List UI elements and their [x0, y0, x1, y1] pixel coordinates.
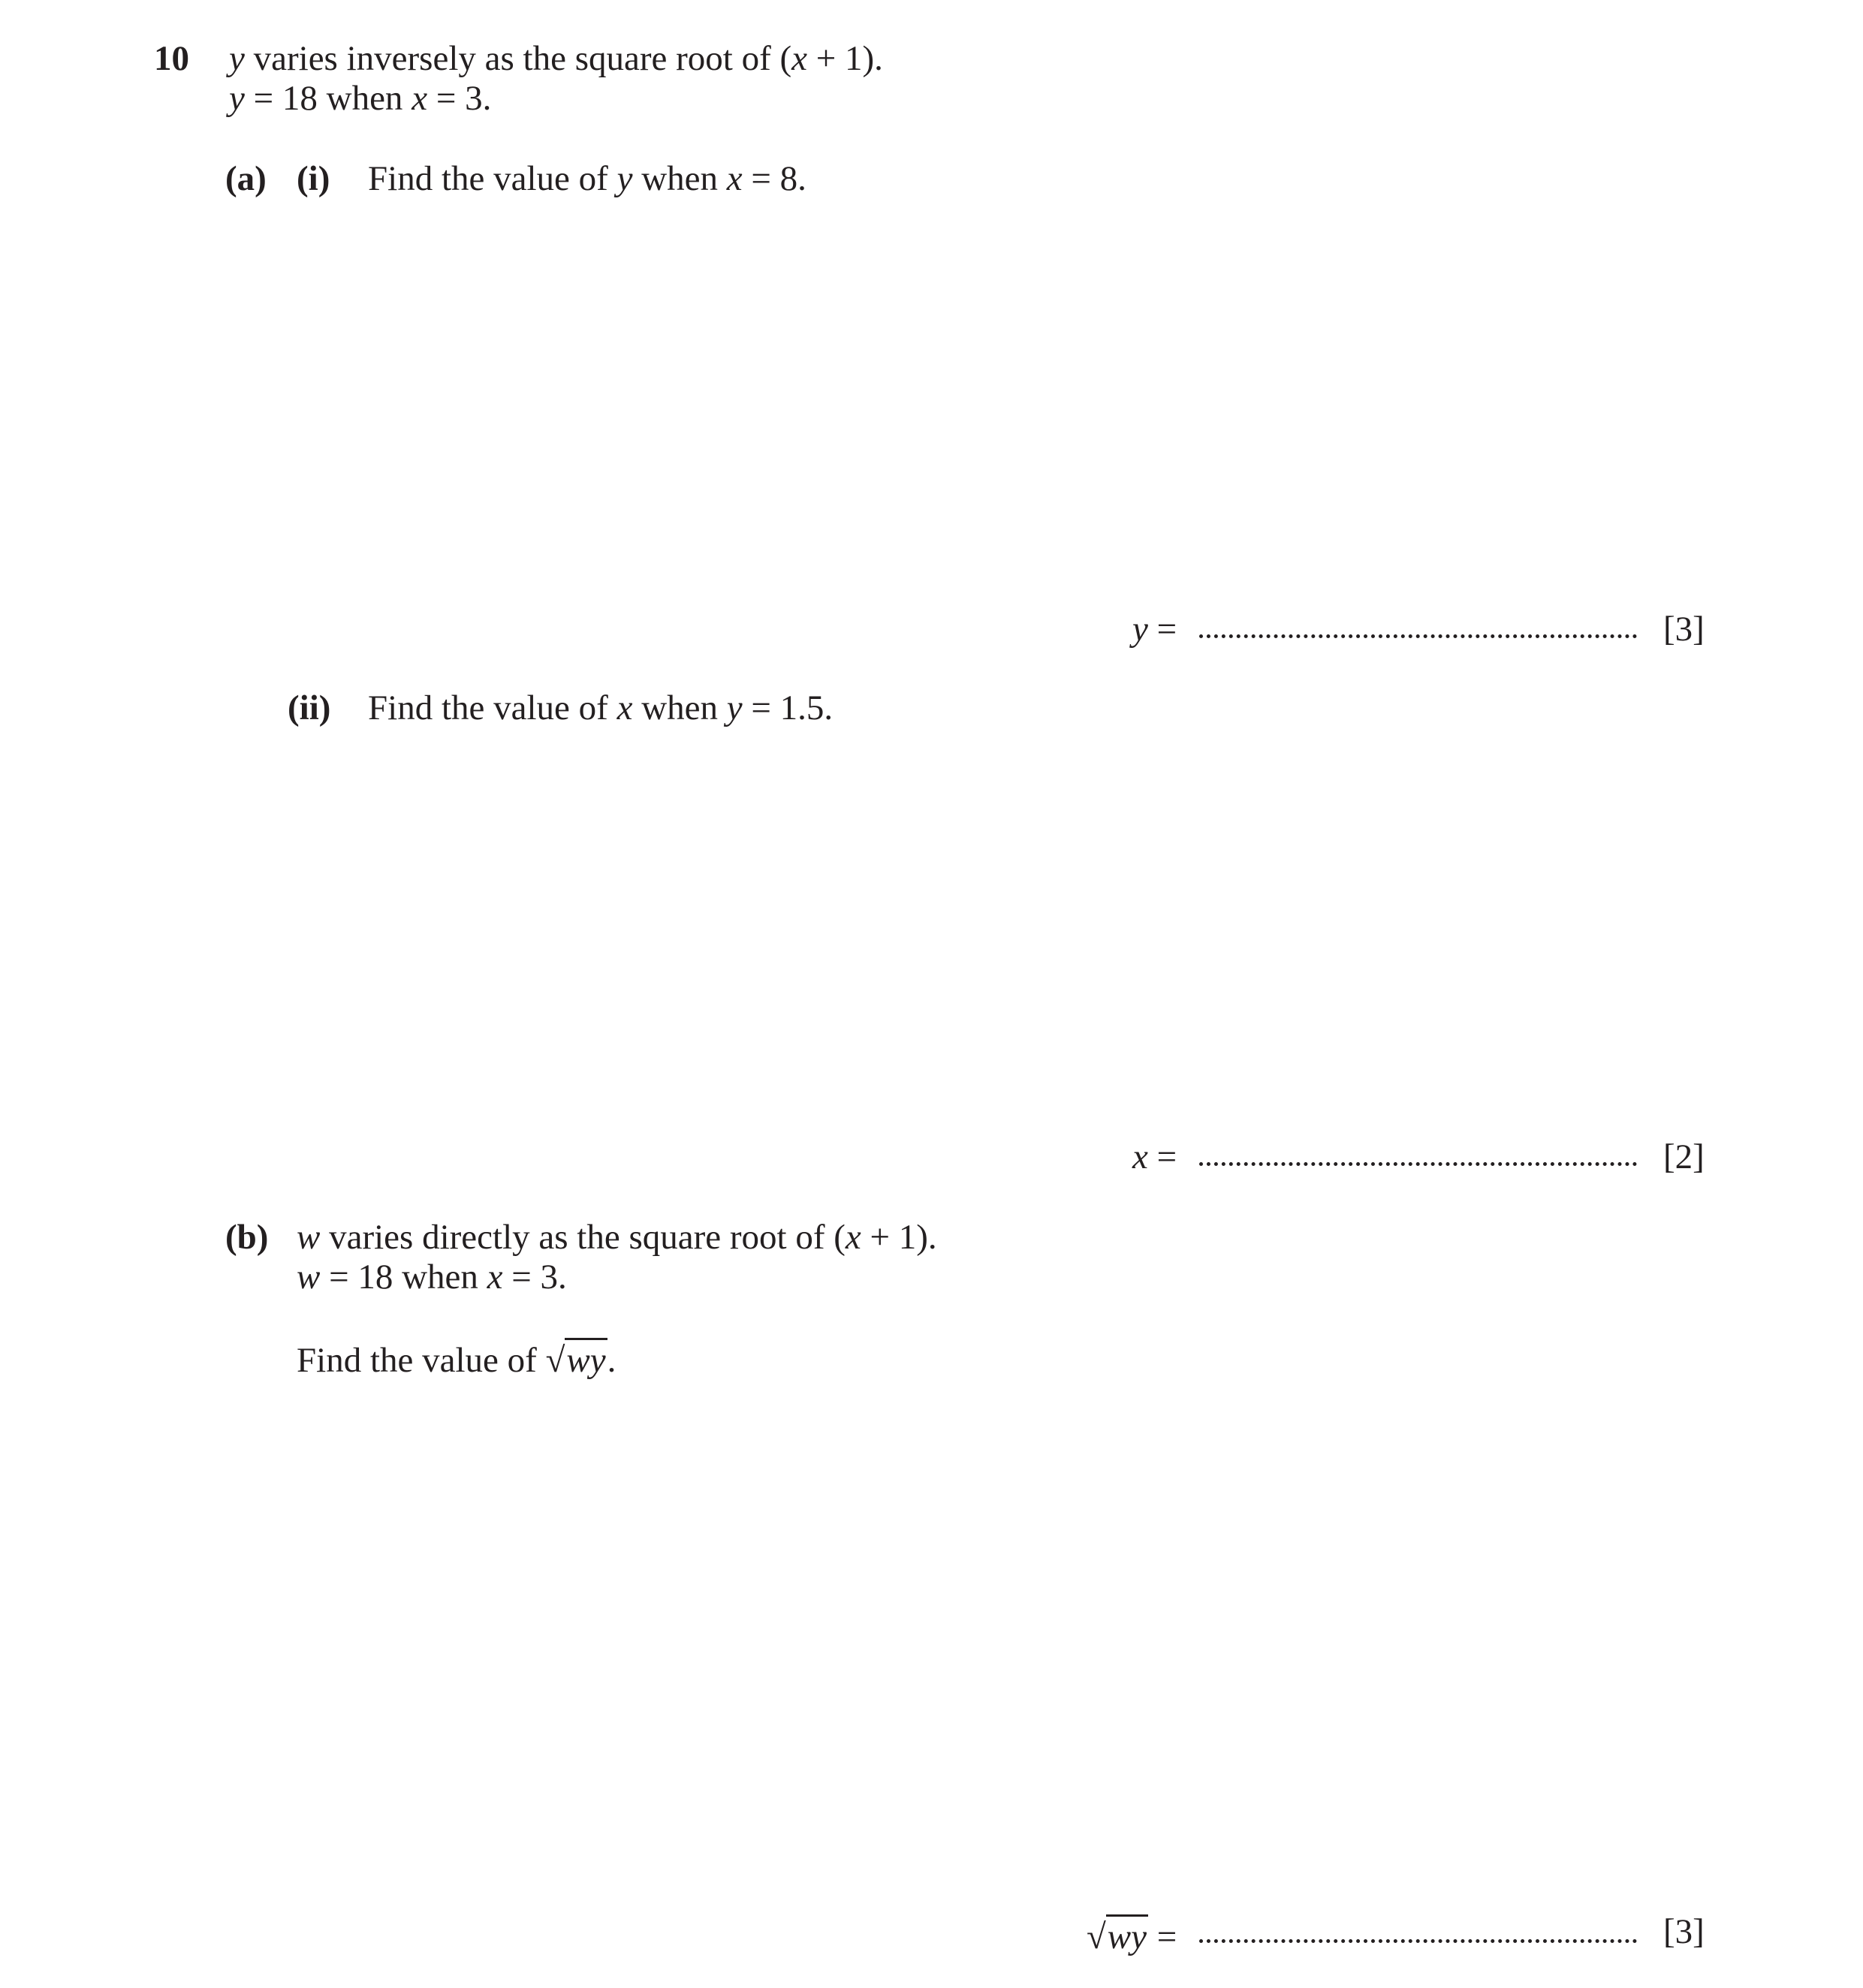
radical-sign-icon: √	[545, 1341, 565, 1380]
stem-text: = 18 when	[244, 79, 412, 118]
stem-text2: = 3.	[427, 79, 492, 118]
stem-text2: + 1).	[861, 1218, 937, 1257]
square-root-expression	[1087, 1914, 1148, 1955]
prompt-text: Find the value of	[297, 1341, 546, 1380]
stem-text: varies directly as the square root of (	[320, 1218, 846, 1257]
marks-b: [3]	[1663, 1912, 1705, 1951]
radical-sign-icon: √	[1087, 1917, 1106, 1956]
stem-var: y	[229, 79, 245, 118]
prompt-var: y	[616, 159, 633, 198]
stem-var2: x	[791, 39, 807, 78]
stem-var2: x	[487, 1258, 503, 1297]
prompt-var: x	[616, 688, 633, 727]
prompt-text3: = 1.5.	[742, 688, 834, 727]
question-stem-line1	[229, 41, 883, 77]
answer-field-a-ii[interactable]	[1199, 1162, 1637, 1166]
radicand: wy	[565, 1338, 607, 1378]
prompt-text: Find the value of	[368, 159, 617, 198]
stem-text2: + 1).	[807, 39, 883, 78]
answer-eq: =	[1147, 1137, 1177, 1176]
prompt-text2: when	[632, 159, 727, 198]
prompt-text: Find the value of	[368, 688, 617, 727]
prompt-text2: when	[632, 688, 727, 727]
part-b-line1	[297, 1220, 937, 1255]
prompt-var2: x	[726, 159, 743, 198]
part-b-line2	[297, 1260, 567, 1295]
marks-a-ii: [2]	[1663, 1137, 1705, 1176]
stem-var2: x	[411, 79, 428, 118]
marks-a-i: [3]	[1663, 610, 1705, 649]
stem-text: = 18 when	[320, 1258, 487, 1297]
prompt-text3: = 8.	[742, 159, 806, 198]
prompt-text2: .	[607, 1341, 616, 1380]
stem-text2: = 3.	[502, 1258, 567, 1297]
answer-label-a-i	[1132, 612, 1177, 647]
stem-text: varies inversely as the square root of (	[244, 39, 792, 78]
part-b-label: (b)	[225, 1218, 269, 1257]
stem-var2: x	[845, 1218, 861, 1257]
answer-field-b[interactable]	[1199, 1939, 1637, 1943]
stem-var: w	[297, 1258, 321, 1297]
square-root-expression	[546, 1338, 607, 1378]
answer-label-b	[1087, 1914, 1177, 1955]
answer-var: y	[1132, 610, 1148, 649]
radicand: wy	[1106, 1914, 1148, 1955]
stem-var: w	[297, 1218, 321, 1257]
part-b-line3	[297, 1338, 616, 1378]
answer-eq: =	[1148, 1917, 1177, 1956]
answer-eq: =	[1147, 610, 1177, 649]
prompt-var2: y	[726, 688, 743, 727]
question-number: 10	[154, 39, 189, 78]
answer-field-a-i[interactable]	[1199, 634, 1637, 638]
part-a-i-text	[368, 161, 806, 197]
part-a-i-label: (i)	[297, 159, 330, 198]
part-a-label: (a)	[225, 159, 267, 198]
part-a-ii-label: (ii)	[288, 688, 331, 727]
answer-var: x	[1132, 1137, 1148, 1176]
question-stem-line2	[229, 81, 491, 116]
stem-var: y	[229, 39, 245, 78]
answer-label-a-ii	[1132, 1137, 1177, 1176]
part-a-ii-text	[368, 688, 834, 727]
